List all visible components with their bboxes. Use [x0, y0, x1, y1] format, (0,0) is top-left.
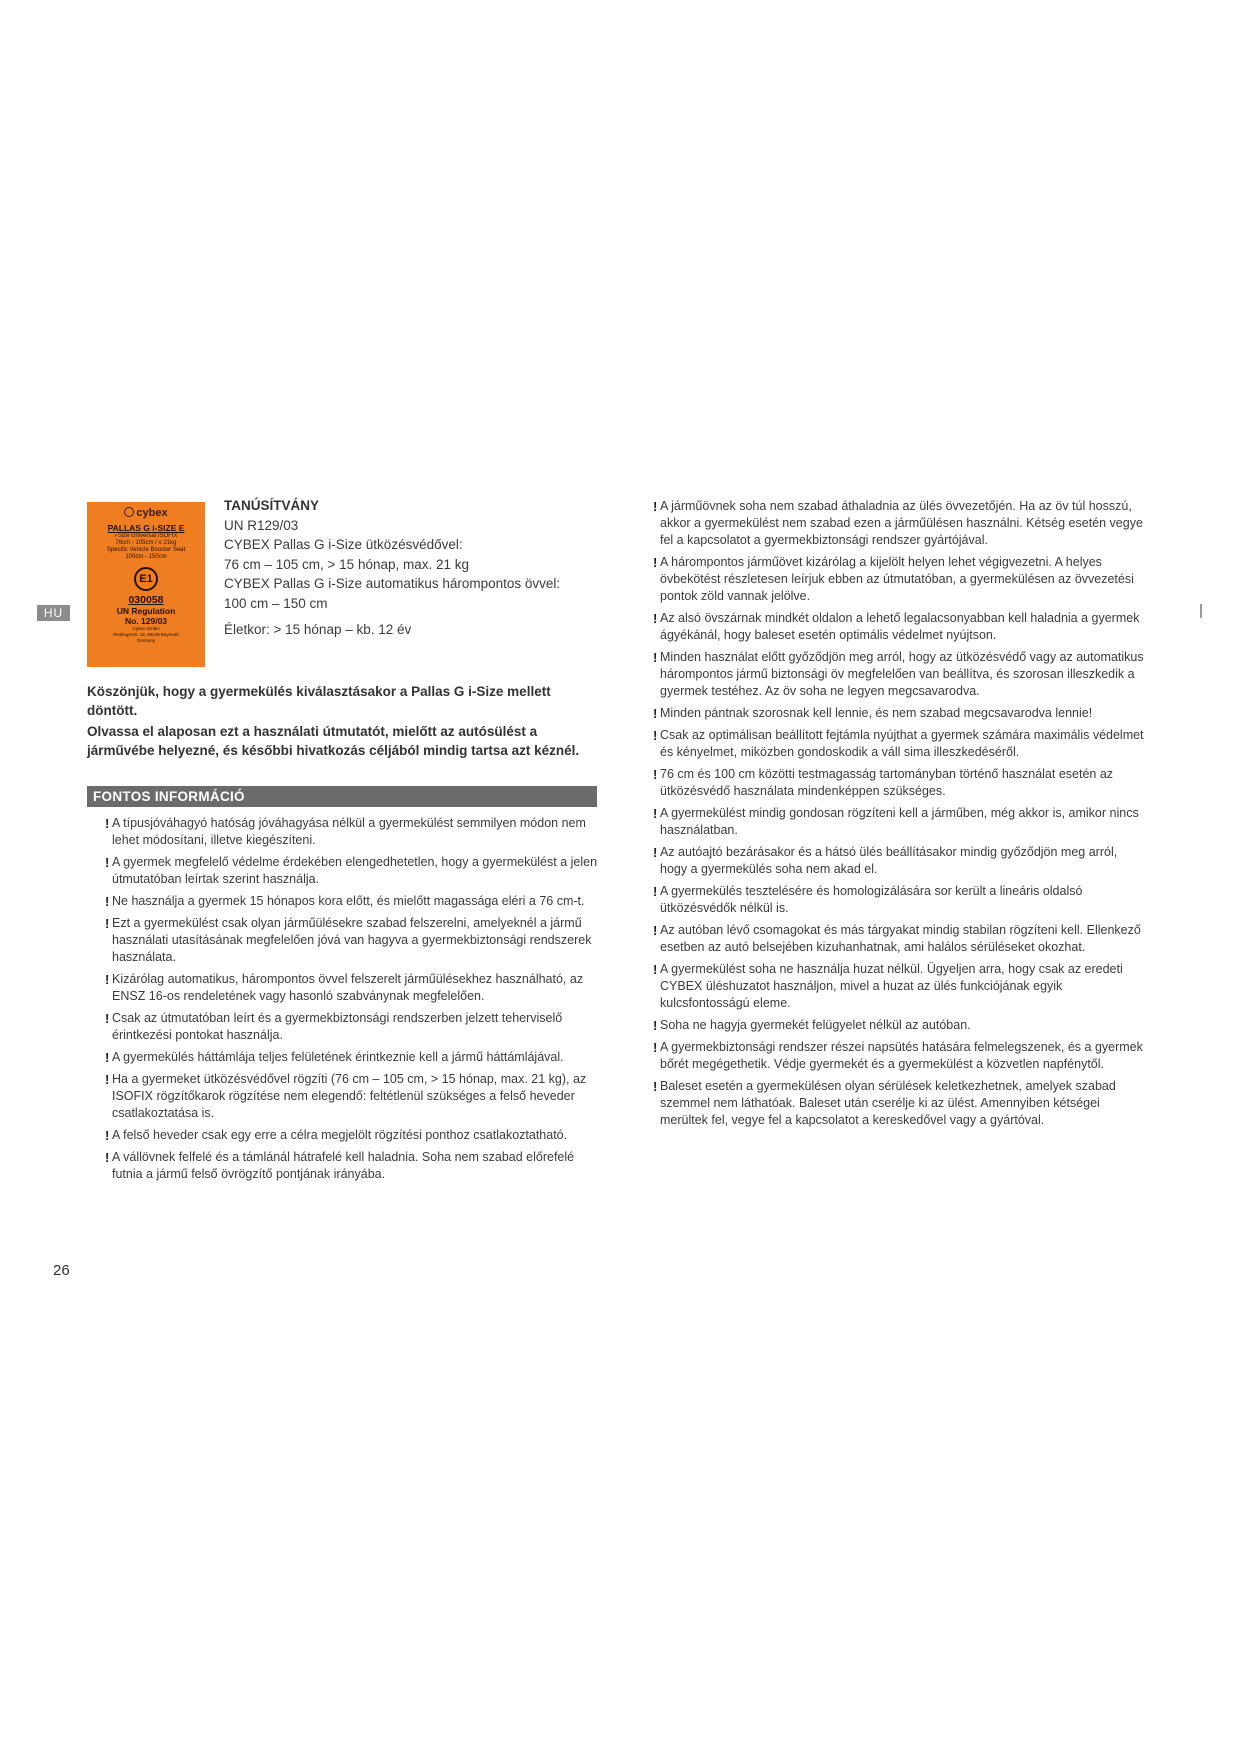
label-maker: Cybex GmbH: [132, 626, 160, 631]
warning-item: [105, 1127, 600, 1144]
warning-item: [653, 922, 1146, 956]
warning-text: Csak az útmutatóban leírt és a gyermekbiztonsági rendszerben jelzett teherviselő érintkezési pontokat használja.: [112, 1011, 563, 1042]
warning-item: [105, 971, 600, 1005]
page-number: 26: [53, 1262, 70, 1279]
certificate-title: TANÚSÍTVÁNY: [224, 498, 320, 513]
certificate-line: CYBEX Pallas G i-Size automatikus hárompontos övvel:: [224, 576, 561, 591]
warning-item: [105, 1049, 600, 1066]
warning-text: Ha a gyermeket ütközésvédővel rögzíti (76 cm – 105 cm, > 15 hónap, max. 21 kg), az ISOFIX rögzítőkarok rögzítése nem elegendő: feltétlenül szükséges a felső heveder csatlakoztatása is.: [112, 1072, 587, 1120]
warning-icon: !: [653, 1018, 658, 1033]
intro-read-manual: Olvassa el alaposan ezt a használati útmutatót, mielőtt az autósülést a járművébe helyezné, és későbbi hivatkozás céljából mindig tartsa azt kéznél.: [87, 724, 580, 758]
warning-icon: !: [653, 923, 658, 938]
warning-item: [105, 1071, 600, 1122]
label-line-1: i-Size Universal ISOFIX: [114, 533, 178, 539]
warning-item: [653, 727, 1146, 761]
warning-icon: !: [105, 855, 110, 870]
label-line-2: 76cm - 105cm / ≤ 21kg: [115, 540, 177, 546]
warning-text: A gyermekülés háttámlája teljes felületének érintkeznie kell a jármű háttámlájával.: [112, 1050, 564, 1064]
page-edge-marker: [1200, 604, 1202, 618]
warning-item: [653, 883, 1146, 917]
warning-icon: !: [105, 1128, 110, 1143]
warning-text: A gyermek megfelelő védelme érdekében elengedhetetlen, hogy a gyermekülést a jelen útmutatóban leírtak szerint használja.: [112, 855, 598, 886]
intro-thanks: Köszönjük, hogy a gyermekülés kiválasztásakor a Pallas G i-Size mellett döntött.: [87, 684, 551, 718]
section-title: FONTOS INFORMÁCIÓ: [87, 786, 597, 807]
warning-icon: !: [105, 816, 110, 831]
warning-item: [653, 1039, 1146, 1073]
label-country: Germany: [136, 638, 156, 643]
certificate-line: UN R129/03: [224, 517, 299, 533]
certificate-line: 76 cm – 105 cm, > 15 hónap, max. 21 kg: [224, 556, 470, 572]
label-brand: cybex: [87, 507, 205, 519]
warning-icon: !: [105, 894, 110, 909]
warning-text: A gyermekülés tesztelésére és homologizálására sor került a lineáris oldalsó ütközésvédők nélkül is.: [660, 884, 1083, 915]
warning-item: [653, 961, 1146, 1012]
cybex-logo-icon: [124, 507, 134, 517]
label-regulation: UN Regulation: [116, 606, 176, 616]
certificate-age: Életkor: > 15 hónap – kb. 12 év: [224, 622, 412, 637]
warning-item: [653, 766, 1146, 800]
warning-icon: !: [105, 1011, 110, 1026]
intro-text: [87, 682, 597, 762]
e-mark-icon: E1: [134, 567, 158, 591]
label-line-4: 100cm - 150cm: [125, 554, 167, 560]
label-model: PALLAS G i-SIZE E: [107, 523, 185, 533]
warning-text: Az autóban lévő csomagokat és más tárgyakat mindig stabilan rögzíteni kell. Ellenkező esetben az autó belsejében kizuhanhatnak, ami halálos sérüléseket okozhat.: [660, 923, 1141, 954]
warning-item: [653, 649, 1146, 700]
warning-icon: !: [105, 1050, 110, 1065]
warning-icon: !: [105, 1150, 110, 1165]
warning-text: Az alsó övszárnak mindkét oldalon a lehető legalacsonyabban kell haladnia a gyermek ágyékánál, hogy baleset esetén optimális védelmet nyújtson.: [660, 611, 1140, 642]
warning-text: Soha ne hagyja gyermekét felügyelet nélkül az autóban.: [660, 1018, 971, 1032]
warning-item: [105, 1010, 600, 1044]
right-warning-list: [653, 498, 1146, 1134]
warning-item: [653, 705, 1146, 722]
certificate-line: CYBEX Pallas G i-Size ütközésvédővel:: [224, 537, 463, 552]
warning-text: A vállövnek felfelé és a támlánál hátrafelé kell haladnia. Soha nem szabad előrefelé futnia a jármű felső övrögzítő pontjának irányába.: [112, 1150, 575, 1181]
left-warning-list: [105, 815, 600, 1188]
warning-icon: !: [653, 884, 658, 899]
warning-icon: !: [653, 962, 658, 977]
warning-icon: !: [105, 972, 110, 987]
warning-text: A hárompontos járműövet kizárólag a kijelölt helyen lehet végigvezetni. A helyes övbekötést részletesen leírjuk ebben az útmutatóban, a gyermekülésen az övvezetési pontok zöld vannak jelölve.: [660, 555, 1134, 603]
warning-text: Kizárólag automatikus, hárompontos övvel felszerelt járműülésekhez használható, az ENSZ 16-os rendeletének vagy hasonló szabványnak megfelelően.: [112, 972, 584, 1003]
warning-item: [653, 1078, 1146, 1129]
warning-text: Minden pántnak szorosnak kell lennie, és nem szabad megcsavarodva lennie!: [660, 706, 1093, 720]
warning-item: [653, 554, 1146, 605]
warning-text: 76 cm és 100 cm közötti testmagasság tartományban történő használat esetén az ütközésvédő használata mindenképpen szükséges.: [660, 767, 1114, 798]
warning-text: A gyermekbiztonsági rendszer részei napsütés hatására felmelegszenek, és a gyermek bőrét megégethetik. Védje gyermekét és a gyermekülést a közvetlen napfénytől.: [660, 1040, 1143, 1071]
warning-item: [653, 844, 1146, 878]
warning-icon: !: [653, 499, 658, 514]
warning-item: [653, 1017, 1146, 1034]
label-line-3: Specific Vehicle Booster Seat: [106, 547, 186, 553]
warning-text: A felső heveder csak egy erre a célra megjelölt rögzítési ponthoz csatlakoztatható.: [112, 1128, 568, 1142]
warning-item: [653, 498, 1146, 549]
warning-text: A járműövnek soha nem szabad áthaladnia az ülés övvezetőjén. Ha az öv túl hosszú, akkor a gyermekülést nem szabad ezen a járműülésen használni. Kétség esetén vegye fel a kapcsolatot a gyermekbiztonsági rendszer gyártójával.: [660, 499, 1143, 547]
label-approval-number: 030058: [128, 594, 164, 606]
warning-text: Csak az optimálisan beállított fejtámla nyújthat a gyermek számára maximális védelmet és kényelmet, miközben gondoskodik a váll sima illeszkedéséről.: [660, 728, 1144, 759]
warning-icon: !: [653, 611, 658, 626]
warning-text: Az autóajtó bezárásakor és a hátsó ülés beállításakor mindig győződjön meg arról, hogy a gyermekülés soha nem akad el.: [660, 845, 1118, 876]
warning-text: Ezt a gyermekülést csak olyan járműülésekre szabad felszerelni, amelyeknél a jármű használati utasításának megfelelően jóvá van hagyva a gyermekbiztonsági rendszerek használata.: [112, 916, 592, 964]
warning-item: [653, 610, 1146, 644]
label-address: Riedingerstr. 18, 95448 Bayreuth: [113, 632, 179, 637]
warning-text: Ne használja a gyermek 15 hónapos kora előtt, és mielőtt magassága eléri a 76 cm-t.: [112, 894, 585, 908]
warning-item: [105, 1149, 600, 1183]
warning-icon: !: [653, 1079, 658, 1094]
warning-text: Minden használat előtt győződjön meg arról, hogy az ütközésvédő vagy az automatikus hárompontos jármű biztonsági öv megfelelően van beállítva, és szorosan illeszkedik a gyermek testéhez. Az öv soha ne legyen megcsavarodva.: [660, 650, 1144, 698]
warning-item: [105, 815, 600, 849]
warning-icon: !: [653, 706, 658, 721]
warning-icon: !: [653, 555, 658, 570]
warning-icon: !: [653, 650, 658, 665]
certificate-block: [224, 496, 604, 640]
warning-icon: !: [105, 916, 110, 931]
approval-label: [87, 502, 205, 667]
warning-item: [105, 854, 600, 888]
warning-item: [105, 893, 600, 910]
warning-icon: !: [653, 1040, 658, 1055]
warning-icon: !: [653, 728, 658, 743]
warning-item: [105, 915, 600, 966]
label-regulation-number: No. 129/03: [124, 616, 168, 626]
warning-text: A gyermekülést soha ne használja huzat nélkül. Ügyeljen arra, hogy csak az eredeti CYBEX üléshuzatot használjon, mivel a huzat az ülés funkciójának egyik kulcsfontosságú eleme.: [660, 962, 1123, 1010]
warning-icon: !: [105, 1072, 110, 1087]
warning-text: Baleset esetén a gyermekülésen olyan sérülések keletkezhetnek, amelyek szabad szemmel nem láthatóak. Baleset után cserélje ki az ülést. Amennyiben kétségei merültek fel, vegye fel a kapcsolatot a kereskedővel vagy a gyártóval.: [660, 1079, 1116, 1127]
warning-item: [653, 805, 1146, 839]
warning-text: A típusjóváhagyó hatóság jóváhagyása nélkül a gyermekülést semmilyen módon nem lehet módosítani, illetve kiegészíteni.: [112, 816, 586, 847]
warning-icon: !: [653, 845, 658, 860]
warning-icon: !: [653, 767, 658, 782]
warning-text: A gyermekülést mindig gondosan rögzíteni kell a járműben, még akkor is, amikor nincs használatban.: [660, 806, 1139, 837]
language-tab: HU: [37, 605, 70, 621]
certificate-line: 100 cm – 150 cm: [224, 595, 328, 611]
warning-icon: !: [653, 806, 658, 821]
